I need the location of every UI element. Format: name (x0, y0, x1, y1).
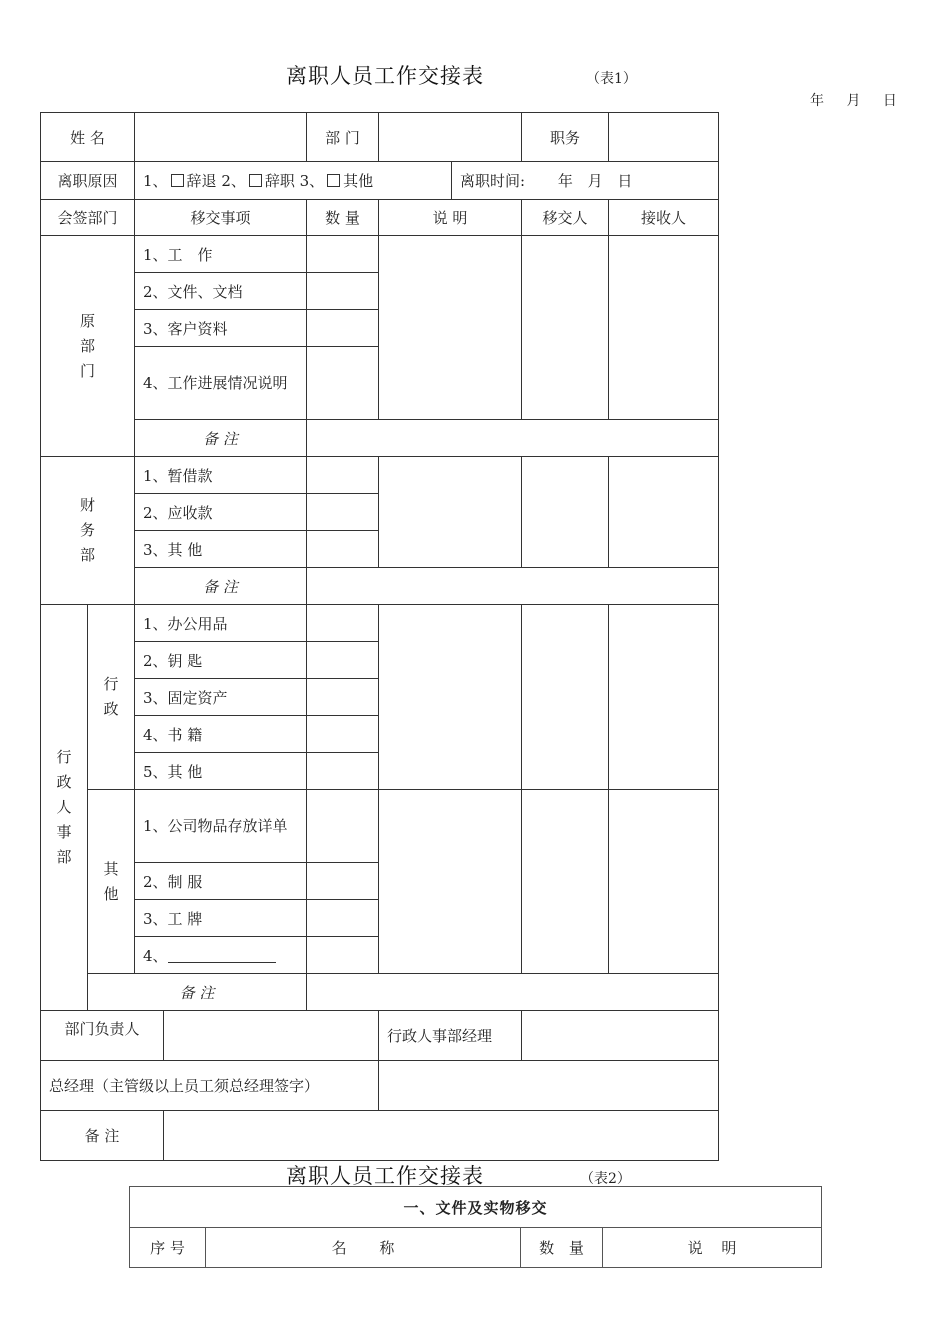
orig-desc[interactable] (379, 236, 522, 420)
admin-qty-2[interactable] (307, 642, 379, 679)
form2-table (129, 1186, 822, 1268)
hr-manager-field[interactable] (522, 1011, 719, 1061)
handover-table (40, 112, 719, 1161)
orig-dept-label: 原部门 (41, 236, 135, 457)
finance-remark-label: 备 注 (135, 568, 307, 605)
form1-title: 离职人员工作交接表 (286, 64, 484, 88)
name-field[interactable] (135, 113, 307, 162)
finance-giver[interactable] (522, 457, 609, 568)
admin-qty-5[interactable] (307, 753, 379, 790)
other-item-3: 3、工 牌 (135, 900, 307, 937)
admin-item-2: 2、钥 匙 (135, 642, 307, 679)
header-desc: 说 明 (379, 200, 522, 236)
other-item-1: 1、公司物品存放详单 (135, 790, 307, 863)
dept-field[interactable] (379, 113, 522, 162)
date-day: 日 (882, 93, 897, 109)
finance-item-2: 2、应收款 (135, 494, 307, 531)
reason-opt2-text: 辞职 3、 (264, 172, 325, 190)
date-year: 年 (810, 93, 824, 109)
other-receiver[interactable] (609, 790, 719, 974)
form2-section-title: 一、文件及实物移交 (130, 1187, 822, 1228)
reason-opt1-text: 辞退 2、 (186, 172, 246, 190)
header-giver: 移交人 (522, 200, 609, 236)
admin-item-1: 1、办公用品 (135, 605, 307, 642)
other-item-4 (135, 937, 307, 974)
form2-header-name: 名 称 (206, 1228, 521, 1268)
checkbox-dismiss[interactable] (171, 174, 184, 187)
other-label: 其他 (88, 790, 135, 974)
other-qty-3[interactable] (307, 900, 379, 937)
admin-qty-4[interactable] (307, 716, 379, 753)
reason-label: 离职原因 (41, 162, 135, 200)
orig-item-1: 1、工 作 (135, 236, 307, 273)
leave-time-value: 年 月 日 (557, 172, 633, 190)
admin-item-5: 5、其 他 (135, 753, 307, 790)
dept-head-field[interactable] (164, 1011, 379, 1061)
date-month: 月 (846, 93, 861, 109)
header-sign-dept: 会签部门 (41, 200, 135, 236)
orig-qty-1[interactable] (307, 236, 379, 273)
form2-header-desc: 说 明 (603, 1228, 822, 1268)
admin-qty-3[interactable] (307, 679, 379, 716)
finance-qty-2[interactable] (307, 494, 379, 531)
other-qty-2[interactable] (307, 863, 379, 900)
other-giver[interactable] (522, 790, 609, 974)
orig-receiver[interactable] (609, 236, 719, 420)
orig-qty-3[interactable] (307, 310, 379, 347)
admin-item-4: 4、书 籍 (135, 716, 307, 753)
orig-giver[interactable] (522, 236, 609, 420)
dept-head-label: 部门负责人 (41, 1011, 164, 1061)
admin-giver[interactable] (522, 605, 609, 790)
finance-remark-field[interactable] (307, 568, 719, 605)
hr-manager-label: 行政人事部经理 (379, 1011, 522, 1061)
form2-header-qty: 数 量 (521, 1228, 603, 1268)
admin-desc[interactable] (379, 605, 522, 790)
gm-label: 总经理（主管级以上员工须总经理签字） (41, 1061, 379, 1111)
reason-opt3-text: 其他 (343, 172, 374, 190)
other-item-4-label: 4、 (143, 946, 168, 965)
orig-item-3: 3、客户资料 (135, 310, 307, 347)
gm-field[interactable] (379, 1061, 719, 1111)
other-qty-4[interactable] (307, 937, 379, 974)
other-qty-1[interactable] (307, 790, 379, 863)
finance-qty-1[interactable] (307, 457, 379, 494)
orig-qty-4[interactable] (307, 347, 379, 420)
reason-opt1-num: 1、 (143, 172, 168, 190)
finance-receiver[interactable] (609, 457, 719, 568)
checkbox-resign[interactable] (249, 174, 262, 187)
finance-item-1: 1、暂借款 (135, 457, 307, 494)
form2-tag: （表2） (580, 1171, 631, 1187)
position-label: 职务 (522, 113, 609, 162)
form1-tag: （表1） (586, 71, 637, 87)
admin-qty-1[interactable] (307, 605, 379, 642)
orig-qty-2[interactable] (307, 273, 379, 310)
other-desc[interactable] (379, 790, 522, 974)
admin-receiver[interactable] (609, 605, 719, 790)
finance-desc[interactable] (379, 457, 522, 568)
admin-hr-remark-field[interactable] (307, 974, 719, 1011)
finance-item-3: 3、其 他 (135, 531, 307, 568)
other-item-2: 2、制 服 (135, 863, 307, 900)
orig-item-4: 4、工作进展情况说明 (135, 347, 307, 420)
orig-remark-field[interactable] (307, 420, 719, 457)
admin-label: 行政 (88, 605, 135, 790)
orig-remark-label: 备 注 (135, 420, 307, 457)
bottom-remark-field[interactable] (164, 1111, 719, 1161)
admin-item-3: 3、固定资产 (135, 679, 307, 716)
leave-time-label: 离职时间: (460, 172, 526, 190)
orig-item-2: 2、文件、文档 (135, 273, 307, 310)
form-date (792, 90, 897, 110)
reason-options (135, 162, 452, 200)
finance-label: 财务部 (41, 457, 135, 605)
leave-time[interactable] (452, 162, 719, 200)
bottom-remark-label: 备 注 (41, 1111, 164, 1161)
header-item: 移交事项 (135, 200, 307, 236)
other-item-4-blank[interactable] (168, 949, 276, 963)
header-qty: 数 量 (307, 200, 379, 236)
finance-qty-3[interactable] (307, 531, 379, 568)
name-label: 姓 名 (41, 113, 135, 162)
position-field[interactable] (609, 113, 719, 162)
form2-title: 离职人员工作交接表 (286, 1164, 484, 1188)
form2-header-seq: 序 号 (130, 1228, 206, 1268)
admin-hr-remark-label: 备 注 (88, 974, 307, 1011)
checkbox-other[interactable] (327, 174, 340, 187)
admin-hr-label: 行政人事部 (41, 605, 88, 1011)
header-receiver: 接收人 (609, 200, 719, 236)
dept-label: 部 门 (307, 113, 379, 162)
